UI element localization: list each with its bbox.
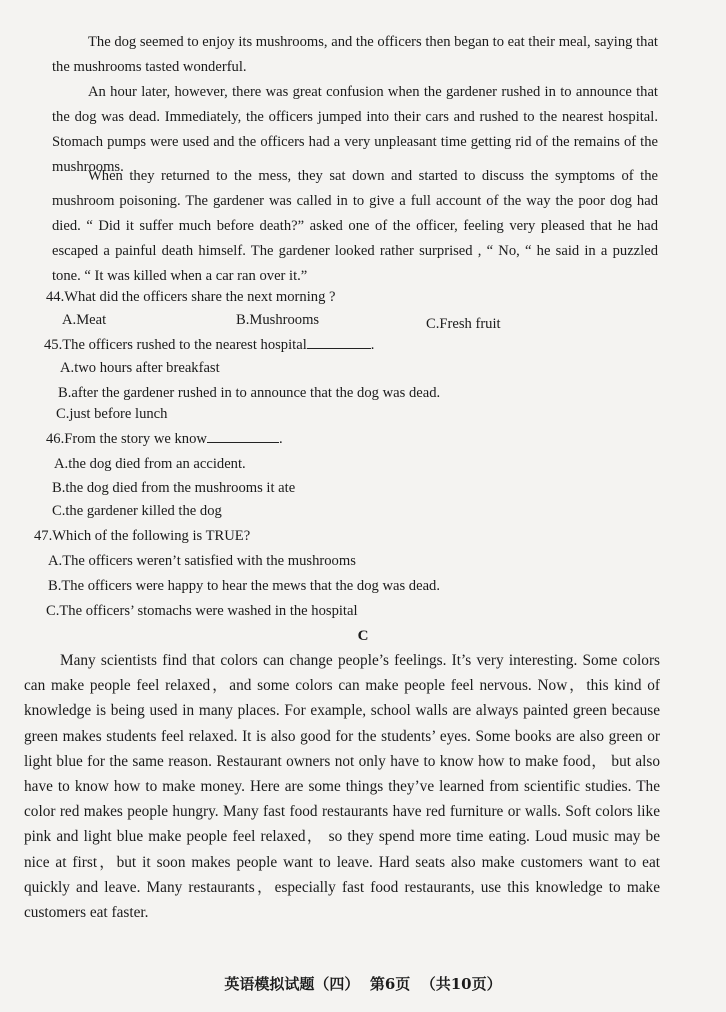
question-44 xyxy=(46,286,336,309)
passage-paragraph xyxy=(52,164,658,289)
option: A.Meat xyxy=(62,312,107,328)
option: A.The officers weren’t satisfied with the mushrooms xyxy=(48,553,356,569)
paragraph-text: When they returned to the mess, they sat down and started to discuss the symptoms of the mushroom poisoning. The gardener was called in to give a full account of the way the poor dog had died. “ Did it suffer much before death?” asked one of the officer, feeling very pleased that he had escaped a painful death himself. The gardener looked rather surprised , “ No, “ he said in a puzzled tone. “ It was killed when a car ran over it.” xyxy=(52,168,658,284)
question-45: 45.The officers rushed to the nearest hospital . xyxy=(44,334,374,357)
paragraph-text: The dog seemed to enjoy its mushrooms, and the officers then began to eat their meal, saying that the mushrooms tasted wonderful. xyxy=(52,34,658,75)
option: A.the dog died from an accident. xyxy=(54,456,246,472)
paragraph-text: An hour later, however, there was great confusion when the gardener rushed in to announce that the dog was dead. Immediately, the officers jumped into their cars and rushed to the nearest hospital. Stomach pumps were used and the officers had a very unpleasant time getting rid of the remains of the mushrooms. xyxy=(52,84,658,175)
option: B.the dog died from the mushrooms it ate xyxy=(52,480,296,496)
section-heading: C xyxy=(357,628,369,644)
question-stem: 46.From the story we know xyxy=(46,431,207,447)
option: B.after the gardener rushed in to announce that the dog was dead. xyxy=(58,385,441,401)
paragraph-text: Many scientists find that colors can change people’s feelings. It’s very interesting. Some colors can make people feel relaxed，and some colors can make people feel nervous. Now，this kind of knowledge is being used in many places. For example, school walls are always painted green because green makes students feel relaxed. It is also good for the students’ eyes. Some books are also green or light blue for the same reason. Restaurant owners not only have to know how to make food， but also have to know how to make money. Here are some things they’ve learned from scientific studies. The color red makes people hungry. Many fast food restaurants have red furniture or walls. Soft colors like pink and light blue make people feel relaxed， so they spend more time eating. Loud music may be nice at first，but it soon makes people want to leave. Hard seats also make customers want to eat quickly and leave. Many restaurants，especially fast food restaurants, use this knowledge to make customers eat faster. xyxy=(24,652,660,922)
answer-blank xyxy=(207,428,279,443)
footer-total-pages: （共10页） xyxy=(420,975,502,993)
footer-page-number: 第6页 xyxy=(369,975,411,993)
passage-paragraph xyxy=(52,30,658,80)
question-46: 46.From the story we know . xyxy=(46,428,283,451)
option: C.Fresh fruit xyxy=(426,316,501,332)
option: C.the gardener killed the dog xyxy=(52,503,222,519)
footer-title: 英语模拟试题（四） xyxy=(224,975,360,993)
question-47 xyxy=(34,525,250,548)
option: B.Mushrooms xyxy=(236,312,320,328)
page-footer xyxy=(0,972,726,996)
question-stem: 45.The officers rushed to the nearest hospital xyxy=(44,337,307,353)
question-stem: 44.What did the officers share the next morning ? xyxy=(46,289,336,305)
option: B.The officers were happy to hear the mews that the dog was dead. xyxy=(48,578,441,594)
option: C.The officers’ stomachs were washed in the hospital xyxy=(46,603,358,619)
passage-c-paragraph xyxy=(24,648,660,925)
answer-blank xyxy=(307,334,371,349)
option: A.two hours after breakfast xyxy=(60,360,220,376)
question-stem: 47.Which of the following is TRUE? xyxy=(34,528,251,544)
option: C.just before lunch xyxy=(56,406,168,422)
